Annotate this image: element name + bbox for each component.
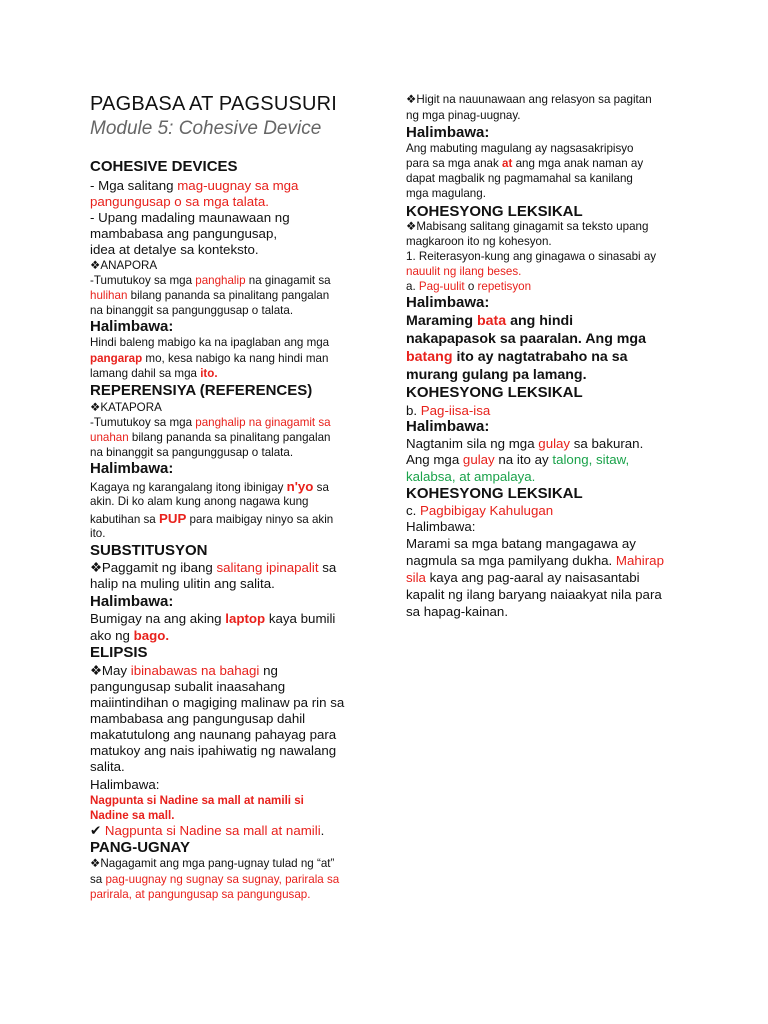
text-line xyxy=(90,527,105,540)
text-segment: dapat magbalik ng pagmamahal sa kanilang xyxy=(406,172,633,185)
section-heading xyxy=(406,485,583,502)
text-segment: lamang dahil sa mga xyxy=(90,367,201,380)
text-segment: KOHESYONG LEKSIKAL xyxy=(406,384,583,401)
highlighted-text: hulihan xyxy=(90,289,128,302)
highlighted-text: Mahirap xyxy=(615,553,664,568)
text-segment: para sa mga anak xyxy=(406,157,503,170)
text-segment: Halimbawa: xyxy=(406,294,490,311)
highlighted-text: salitang ipinapalit xyxy=(216,560,319,575)
text-segment: kaya ang pag-aaral ay naisasantabi xyxy=(425,570,640,585)
text-line xyxy=(90,336,329,349)
text-segment: magkaroon ito ng kohesyon. xyxy=(406,235,552,248)
text-line xyxy=(406,93,652,106)
text-line xyxy=(406,265,521,278)
text-segment: na binanggit sa pangunggusap o talata. xyxy=(90,446,294,459)
highlighted-text: Nagpunta si Nadine sa mall at namili xyxy=(104,823,321,838)
text-line xyxy=(90,259,157,272)
text-line xyxy=(90,352,328,365)
text-segment: pangungusap subalit inaasahang xyxy=(90,679,286,694)
text-segment: sa xyxy=(90,873,106,886)
text-segment: a. xyxy=(406,280,419,293)
text-line xyxy=(406,235,552,248)
text-line xyxy=(406,313,573,329)
highlighted-text: kalabsa, at ampalaya. xyxy=(406,469,536,484)
text-line xyxy=(90,274,331,287)
text-segment: -Tumutukoy sa mga xyxy=(90,416,196,429)
text-line xyxy=(406,220,648,233)
text-line xyxy=(90,210,290,225)
text-segment: Hindi baleng mabigo ka na ipaglaban ang mga xyxy=(90,336,330,349)
text-segment: na ito ay xyxy=(494,452,553,467)
highlighted-text: Nadine sa mall. xyxy=(90,809,175,822)
text-segment: kapalit ng ilang baryang naiaakyat nila para xyxy=(406,587,662,602)
text-line xyxy=(90,416,331,429)
text-line xyxy=(90,242,259,257)
text-segment: idea at detalye sa konteksto. xyxy=(90,242,259,257)
text-line xyxy=(90,479,329,494)
text-line xyxy=(90,511,333,526)
highlighted-text: ito. xyxy=(200,367,218,380)
text-segment: ✔ xyxy=(90,823,105,838)
text-line xyxy=(90,446,293,459)
text-line xyxy=(90,888,310,901)
text-line xyxy=(90,226,277,241)
text-segment: kabutihan sa xyxy=(90,513,159,526)
text-segment: Marami sa mga batang mangagawa ay xyxy=(406,536,636,551)
text-segment: nagmula sa mga pamilyang dukha. xyxy=(406,553,616,568)
text-segment: akin. Di ko alam kung anong nagawa kung xyxy=(90,495,309,508)
text-line xyxy=(406,142,634,155)
text-line xyxy=(406,604,508,619)
text-line xyxy=(90,679,285,694)
section-heading xyxy=(406,124,489,141)
text-segment: - Mga salitang xyxy=(90,178,178,193)
text-line xyxy=(406,553,664,568)
text-line xyxy=(90,809,174,822)
text-segment: b. xyxy=(406,403,421,418)
text-segment: KOHESYONG LEKSIKAL xyxy=(406,203,583,220)
text-line xyxy=(406,367,587,383)
text-segment: Maraming xyxy=(406,313,477,329)
text-line xyxy=(406,331,646,347)
section-heading xyxy=(90,593,173,610)
highlighted-text: panghalip na ginagamit sa xyxy=(195,416,331,429)
text-segment: bilang pananda sa pinalitang pangalan xyxy=(127,289,330,302)
text-line xyxy=(90,727,336,742)
text-segment: Halimbawa: xyxy=(406,519,476,534)
text-segment: Nagtanim sila ng mga xyxy=(406,436,539,451)
highlighted-text: Pag-iisa-isa xyxy=(420,403,491,418)
text-line xyxy=(90,777,159,792)
text-line xyxy=(90,759,125,774)
highlighted-text: PUP xyxy=(158,511,187,526)
section-heading xyxy=(90,839,190,856)
text-segment: Halimbawa: xyxy=(90,318,174,335)
text-segment: -Tumutukoy sa mga xyxy=(90,274,196,287)
text-line xyxy=(90,576,275,591)
text-segment: . xyxy=(320,823,325,838)
text-line xyxy=(90,663,278,678)
text-line xyxy=(406,157,643,170)
text-segment: PANG-UGNAY xyxy=(90,839,191,856)
text-segment: Halimbawa: xyxy=(90,593,174,610)
text-line xyxy=(406,280,531,293)
text-segment: Bumigay na ang aking xyxy=(90,611,226,626)
text-segment: ❖Mabisang salitang ginagamit sa teksto upang xyxy=(406,220,649,233)
text-segment: ❖KATAPORA xyxy=(90,401,162,414)
text-segment: sa xyxy=(318,560,337,575)
text-segment: mo, kesa nabigo ka nang hindi man xyxy=(142,352,329,365)
text-segment: sa bakuran. xyxy=(570,436,644,451)
text-segment: matukoy ang nais ipahiwatig ng nawalang xyxy=(90,743,337,758)
highlighted-text: at xyxy=(502,157,513,170)
text-line xyxy=(90,560,336,575)
text-segment: c. xyxy=(406,503,421,518)
text-segment: ang hindi xyxy=(506,313,574,329)
text-segment: mambabasa ang pangungusap dahil xyxy=(90,711,306,726)
text-segment: ❖Higit na nauunawaan ang relasyon sa pagitan xyxy=(406,93,652,106)
text-line xyxy=(406,109,521,122)
section-heading xyxy=(90,460,173,477)
text-segment: salita. xyxy=(90,759,125,774)
section-heading xyxy=(90,644,148,661)
highlighted-text: Pagbibigay Kahulugan xyxy=(420,503,554,518)
text-line xyxy=(90,431,330,444)
section-heading xyxy=(90,382,312,399)
highlighted-text: Pag-uulit xyxy=(418,280,465,293)
text-line xyxy=(406,570,640,585)
text-segment: - Upang madaling maunawaan ng xyxy=(90,210,290,225)
text-segment: maiintindihan o magiging malinaw pa rin sa xyxy=(90,695,345,710)
text-line xyxy=(90,401,162,414)
text-segment: KOHESYONG LEKSIKAL xyxy=(406,485,583,502)
text-segment: ito ay nagtatrabaho na sa xyxy=(452,349,628,365)
text-segment: ito. xyxy=(90,527,106,540)
text-line xyxy=(90,304,293,317)
text-segment: 1. Reiterasyon-kung ang ginagawa o sinasabi ay xyxy=(406,250,657,263)
highlighted-text: nauulit ng ilang beses. xyxy=(406,265,522,278)
text-segment: nakapapasok sa paaralan. Ang mga xyxy=(406,331,646,347)
text-line xyxy=(406,187,486,200)
text-segment: murang gulang pa lamang. xyxy=(406,367,587,383)
text-line xyxy=(406,250,656,263)
text-segment: ❖ANAPORA xyxy=(90,259,158,272)
text-segment: ang mga anak naman ay xyxy=(512,157,644,170)
text-line xyxy=(90,711,305,726)
text-segment: na ginagamit sa xyxy=(245,274,331,287)
highlighted-text: unahan xyxy=(90,431,129,444)
text-line xyxy=(90,823,324,838)
text-segment: ng mga pinag-uugnay. xyxy=(406,109,521,122)
text-segment: Halimbawa: xyxy=(90,460,174,477)
text-line xyxy=(90,743,336,758)
highlighted-text: gulay xyxy=(462,452,495,467)
highlighted-text: sila xyxy=(406,570,426,585)
text-segment: para maibigay ninyo sa akin xyxy=(186,513,334,526)
text-line xyxy=(406,452,629,467)
highlighted-text: repetisyon xyxy=(477,280,532,293)
highlighted-text: bata xyxy=(476,313,507,329)
highlighted-text: pag-uugnay ng sugnay sa sugnay, parirala sa xyxy=(105,873,340,886)
section-heading xyxy=(406,294,489,311)
text-line xyxy=(90,794,304,807)
text-line xyxy=(90,367,218,380)
document-title: PAGBASA AT PAGSUSURI xyxy=(90,93,338,115)
text-line xyxy=(90,194,269,209)
text-segment: Halimbawa: xyxy=(406,124,490,141)
text-segment: ELIPSIS xyxy=(90,644,148,661)
text-segment: kaya bumili xyxy=(265,611,336,626)
text-segment: sa xyxy=(313,481,329,494)
text-segment: mga magulang. xyxy=(406,187,486,200)
highlighted-text: pangarap xyxy=(90,352,143,365)
highlighted-text: ibinabawas na bahagi xyxy=(130,663,260,678)
text-segment: Halimbawa: xyxy=(90,777,160,792)
text-line xyxy=(406,587,662,602)
highlighted-text: batang xyxy=(406,349,453,365)
text-segment: bilang pananda sa pinalitang pangalan xyxy=(128,431,331,444)
text-line xyxy=(406,403,490,418)
text-line xyxy=(406,469,535,484)
highlighted-text: Nagpunta si Nadine sa mall at namili si xyxy=(90,794,304,807)
highlighted-text: mag-uugnay sa mga xyxy=(177,178,299,193)
highlighted-text: panghalip xyxy=(195,274,246,287)
text-line xyxy=(90,857,334,870)
text-line xyxy=(406,436,643,451)
text-segment: Ang mabuting magulang ay nagsasakripisyo xyxy=(406,142,634,155)
highlighted-text: gulay xyxy=(538,436,571,451)
document-subtitle: Module 5: Cohesive Device xyxy=(90,118,322,139)
text-segment: COHESIVE DEVICES xyxy=(90,158,238,175)
highlighted-text: parirala, at pangungusap sa pangungusap. xyxy=(90,888,311,901)
text-segment: sa hapag-kainan. xyxy=(406,604,509,619)
section-heading xyxy=(406,418,489,435)
text-segment: ako ng xyxy=(90,628,134,643)
text-segment: Halimbawa: xyxy=(406,418,490,435)
text-line xyxy=(90,695,344,710)
text-segment: SUBSTITUSYON xyxy=(90,542,208,559)
text-line xyxy=(90,178,298,193)
text-line xyxy=(90,628,169,643)
text-segment: REPERENSIYA (REFERENCES) xyxy=(90,382,313,399)
text-line xyxy=(406,172,633,185)
text-segment: ng xyxy=(259,663,278,678)
section-heading xyxy=(406,203,583,220)
text-segment: mambabasa ang pangungusap, xyxy=(90,226,278,241)
text-line xyxy=(90,289,329,302)
text-segment: Ang mga xyxy=(406,452,463,467)
highlighted-text: n'yo xyxy=(286,479,314,494)
section-heading xyxy=(90,318,173,335)
text-segment: Kagaya ng karangalang itong ibinigay xyxy=(90,481,287,494)
text-segment: ❖May xyxy=(90,663,131,678)
highlighted-text: bago. xyxy=(133,628,170,643)
text-line xyxy=(90,611,335,626)
text-segment: o xyxy=(464,280,478,293)
text-line xyxy=(406,349,628,365)
text-segment: na binanggit sa pangunggusap o talata. xyxy=(90,304,294,317)
text-line xyxy=(406,519,475,534)
highlighted-text: pangungusap o sa mga talata. xyxy=(90,194,269,209)
text-line xyxy=(90,873,339,886)
highlighted-text: laptop xyxy=(225,611,266,626)
section-heading xyxy=(90,158,238,175)
section-heading xyxy=(90,542,208,559)
highlighted-text: talong, sitaw, xyxy=(552,452,630,467)
text-line xyxy=(406,503,553,518)
text-line xyxy=(406,536,636,551)
text-segment: ❖Paggamit ng ibang xyxy=(90,560,217,575)
text-segment: ❖Nagagamit ang mga pang-ugnay tulad ng “at” xyxy=(90,857,335,870)
text-segment: halip na muling ulitin ang salita. xyxy=(90,576,275,591)
section-heading xyxy=(406,384,583,401)
text-segment: makatutulong ang naunang pahayag para xyxy=(90,727,337,742)
text-line xyxy=(90,495,309,508)
